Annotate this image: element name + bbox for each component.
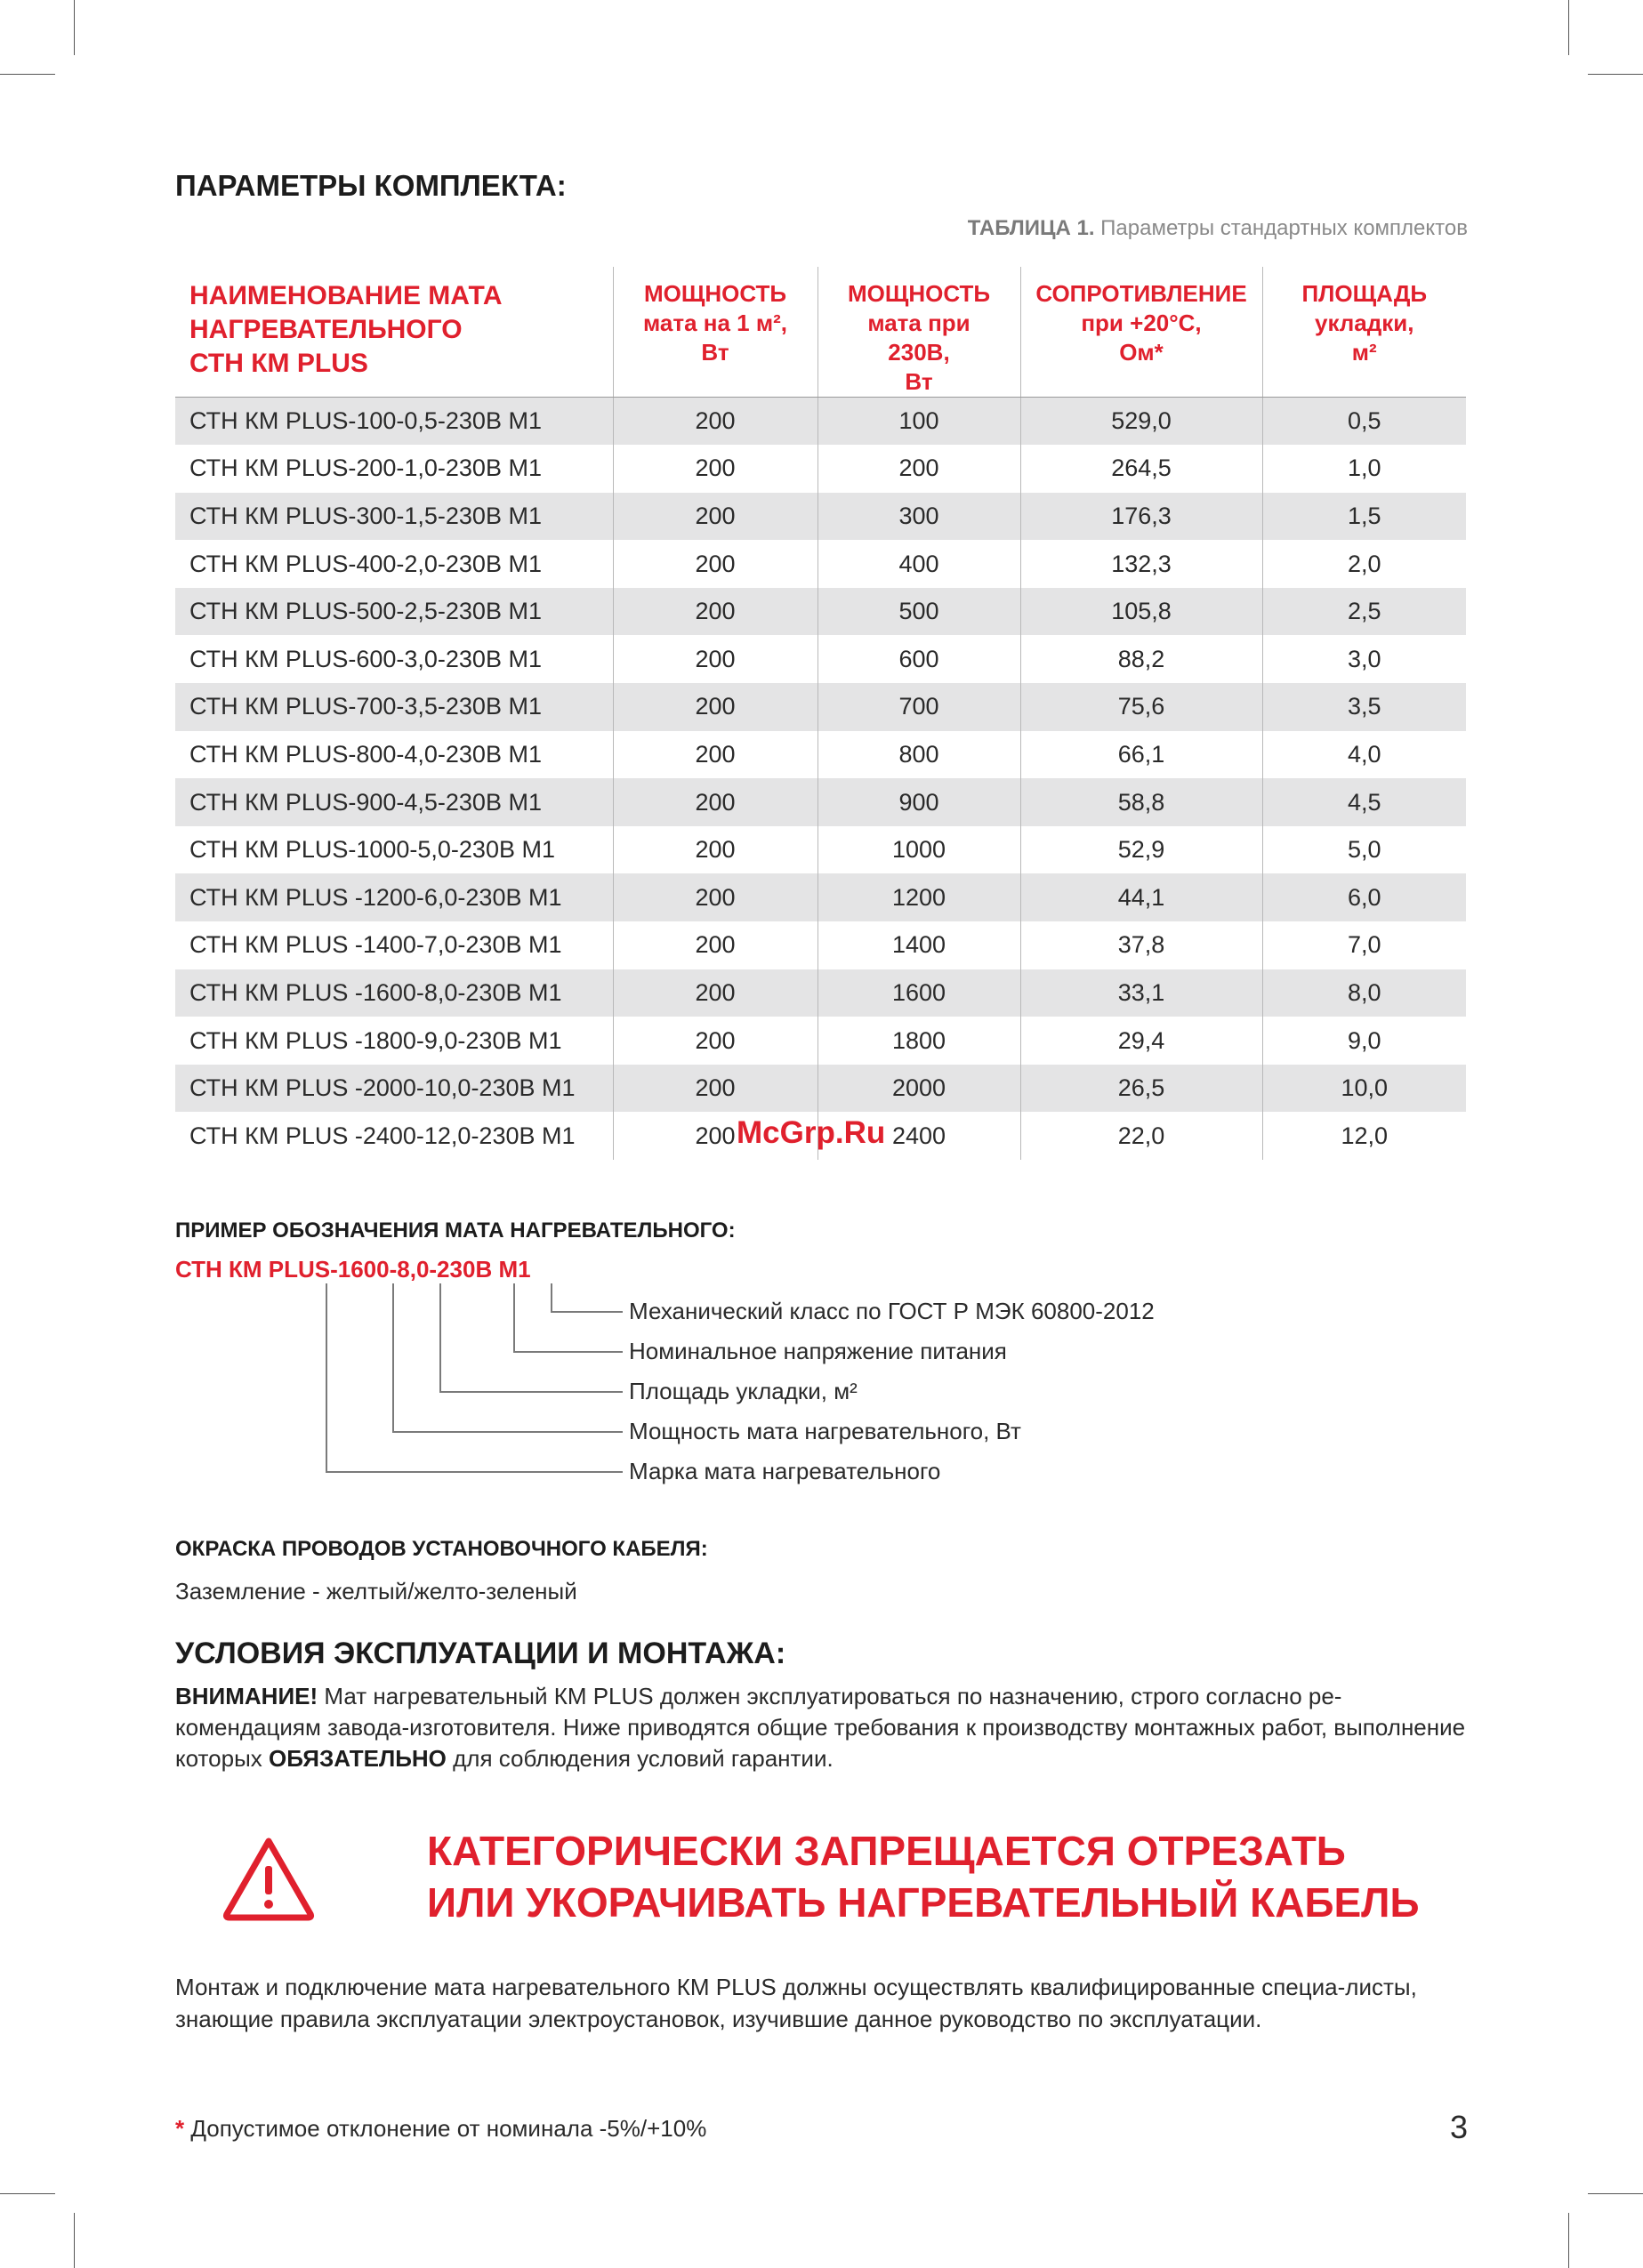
cell-resistance: 37,8 (1020, 921, 1262, 969)
cell-resistance: 58,8 (1020, 778, 1262, 826)
leader-line-power (393, 1283, 623, 1432)
table-caption-label: ТАБЛИЦА 1. (967, 216, 1095, 240)
cell-power-m2: 200 (613, 398, 817, 446)
cell-power: 300 (817, 493, 1020, 541)
cell-power: 1800 (817, 1017, 1020, 1065)
cell-resistance: 88,2 (1020, 635, 1262, 683)
wires-title: ОКРАСКА ПРОВОДОВ УСТАНОВОЧНОГО КАБЕЛЯ: (175, 1537, 708, 1561)
cell-power: 2000 (817, 1065, 1020, 1113)
cell-power-m2: 200 (613, 778, 817, 826)
cell-area: 7,0 (1262, 921, 1466, 969)
cell-name: СТН КМ PLUS-900-4,5-230В М1 (175, 778, 613, 826)
watermark: McGrp.Ru (737, 1115, 886, 1150)
cell-area: 5,0 (1262, 826, 1466, 874)
cell-area: 4,0 (1262, 731, 1466, 779)
wires-text: Заземление - желтый/желто-зеленый (175, 1578, 577, 1604)
cell-resistance: 176,3 (1020, 493, 1262, 541)
legend-item-voltage: Номинальное напряжение питания (629, 1338, 1007, 1364)
cell-area: 2,5 (1262, 588, 1466, 636)
cell-resistance: 22,0 (1020, 1112, 1262, 1160)
cell-power-m2: 200 (613, 826, 817, 874)
cell-name: СТН КМ PLUS-600-3,0-230В М1 (189, 645, 542, 672)
cell-resistance: 264,5 (1020, 445, 1262, 493)
cell-resistance: 529,0 (1020, 398, 1262, 446)
cell-area: 4,5 (1262, 778, 1466, 826)
cell-resistance: 29,4 (1020, 1017, 1262, 1065)
crop-mark (1568, 2213, 1569, 2268)
cell-area: 9,0 (1262, 1017, 1466, 1065)
cell-area: 3,0 (1262, 635, 1466, 683)
leader-line-area (440, 1283, 623, 1392)
example-title: ПРИМЕР ОБОЗНАЧЕНИЯ МАТА НАГРЕВАТЕЛЬНОГО: (175, 1218, 736, 1243)
footnote (175, 2115, 706, 2143)
cell-power-m2: 200 (613, 588, 817, 636)
cell-name: СТН КМ PLUS-500-2,5-230В М1 (175, 588, 613, 636)
header-power-m2: МОЩНОСТЬ мата на 1 м², Вт (613, 267, 817, 398)
leader-line-class (552, 1283, 623, 1312)
header-area: ПЛОЩАДЬ укладки, м² (1262, 267, 1466, 398)
crop-mark (74, 2213, 75, 2268)
cell-power-m2: 200 (613, 873, 817, 921)
cell-power: 1000 (817, 826, 1020, 874)
legend-item-area: Площадь укладки, м² (629, 1378, 858, 1404)
cell-name: СТН КМ PLUS -1400-7,0-230В М1 (189, 931, 562, 959)
cell-power: 400 (817, 540, 1020, 588)
cell-resistance: 26,5 (1020, 1065, 1262, 1113)
cell-resistance: 75,6 (1020, 683, 1262, 731)
cell-resistance: 66,1 (1020, 731, 1262, 779)
conditions-title: УСЛОВИЯ ЭКСПЛУАТАЦИИ И МОНТАЖА: (175, 1637, 786, 1670)
cell-power: 2400 (817, 1112, 1020, 1160)
cell-area: 12,0 (1262, 1112, 1466, 1160)
cell-name: СТН КМ PLUS-400-2,0-230В М1 (189, 550, 542, 577)
cell-name: СТН КМ PLUS-1000-5,0-230В М1 (189, 836, 555, 864)
cell-name: СТН КМ PLUS -2400-12,0-230В М1 (189, 1122, 576, 1149)
header-power-230: МОЩНОСТЬ мата при 230В, Вт (817, 267, 1020, 398)
table-caption-text: Параметры стандартных комплектов (1100, 216, 1468, 240)
cell-power: 800 (817, 731, 1020, 779)
cell-power: 100 (817, 398, 1020, 446)
warning-text (427, 1825, 1420, 1928)
header-resistance: СОПРОТИВЛЕНИЕ при +20°С, Ом* (1020, 267, 1262, 398)
install-paragraph: Монтаж и подключение мата нагревательного КМ PLUS должны осуществлять квалифицированные специа-листы, знающие правила эксплуатации электроустановок, изучившие данное руководство по эксплуатации. (175, 1974, 1417, 2032)
cell-name: СТН КМ PLUS -1600-8,0-230В М1 (175, 969, 613, 1017)
crop-mark (1588, 2193, 1643, 2194)
cell-power: 1600 (817, 969, 1020, 1017)
cell-resistance: 132,3 (1020, 540, 1262, 588)
crop-mark (0, 2193, 55, 2194)
footnote-star: * (175, 2115, 185, 2142)
cell-area: 0,5 (1262, 398, 1466, 446)
cell-name: СТН КМ PLUS -2000-10,0-230В М1 (175, 1065, 613, 1113)
legend-item-class: Механический класс по ГОСТ Р МЭК 60800-2012 (629, 1298, 1155, 1324)
cell-power: 1200 (817, 873, 1020, 921)
cell-area: 8,0 (1262, 969, 1466, 1017)
cell-power: 200 (817, 445, 1020, 493)
page-number: 3 (1449, 2109, 1468, 2145)
cell-power-m2: 200 (613, 969, 817, 1017)
footnote-text: Допустимое отклонение от номинала -5%/+10% (184, 2115, 707, 2142)
cell-power-m2: 200 (613, 493, 817, 541)
cell-name: СТН КМ PLUS-100-0,5-230В М1 (175, 398, 613, 446)
cell-power: 500 (817, 588, 1020, 636)
warning-line-1: КАТЕГОРИЧЕСКИ ЗАПРЕЩАЕТСЯ ОТРЕЗАТЬ (427, 1828, 1346, 1874)
example-code: СТН КМ PLUS-1600-8,0-230В М1 (175, 1256, 531, 1283)
mandatory-label: ОБЯЗАТЕЛЬНО (269, 1745, 447, 1772)
cell-area: 1,0 (1262, 445, 1466, 493)
warning-line-2: ИЛИ УКОРАЧИВАТЬ НАГРЕВАТЕЛЬНЫЙ КАБЕЛЬ (427, 1879, 1420, 1926)
cell-power-m2: 200 (613, 1017, 817, 1065)
cell-power-m2: 200 (613, 635, 817, 683)
cell-name: СТН КМ PLUS-800-4,0-230В М1 (189, 740, 542, 768)
cell-name: СТН КМ PLUS-700-3,5-230В М1 (175, 683, 613, 731)
cell-area: 1,5 (1262, 493, 1466, 541)
cell-name: СТН КМ PLUS -1800-9,0-230В М1 (189, 1026, 562, 1054)
cell-name: СТН КМ PLUS-200-1,0-230В М1 (189, 454, 542, 482)
cell-power-m2: 200 (613, 1112, 817, 1160)
leader-line-voltage (514, 1283, 623, 1352)
section-title-params: ПАРАМЕТРЫ КОМПЛЕКТА: (175, 169, 567, 202)
cell-power: 1400 (817, 921, 1020, 969)
cell-power: 600 (817, 635, 1020, 683)
cell-power-m2: 200 (613, 1065, 817, 1113)
attention-label: ВНИМАНИЕ! (175, 1683, 318, 1709)
cell-name: СТН КМ PLUS-300-1,5-230В М1 (175, 493, 613, 541)
cell-power-m2: 200 (613, 683, 817, 731)
warning-icon (220, 1834, 318, 1923)
cell-resistance: 33,1 (1020, 969, 1262, 1017)
cell-power-m2: 200 (613, 445, 817, 493)
cell-power-m2: 200 (613, 921, 817, 969)
legend-item-brand: Марка мата нагревательного (629, 1458, 941, 1484)
cell-area: 2,0 (1262, 540, 1466, 588)
header-name: НАИМЕНОВАНИЕ МАТА НАГРЕВАТЕЛЬНОГО СТН КМ PLUS (175, 267, 613, 398)
cell-area: 10,0 (1262, 1065, 1466, 1113)
cell-resistance: 105,8 (1020, 588, 1262, 636)
cell-power: 700 (817, 683, 1020, 731)
conditions-paragraph: ВНИМАНИЕ! Мат нагревательный КМ PLUS должен эксплуатироваться по назначению, строго согласно ре-комендациям завода-изготовителя. Ниже приводятся общие требования к производству монтажных работ, выполнение которых ОБЯЗАТЕЛЬНО для соблюдения условий гарантии. (175, 1683, 1466, 1772)
cell-resistance: 44,1 (1020, 873, 1262, 921)
cell-power-m2: 200 (613, 540, 817, 588)
legend-item-power: Мощность мата нагревательного, Вт (629, 1418, 1021, 1444)
cell-area: 3,5 (1262, 683, 1466, 731)
cell-resistance: 52,9 (1020, 826, 1262, 874)
cell-area: 6,0 (1262, 873, 1466, 921)
cell-power-m2: 200 (613, 731, 817, 779)
cell-power: 900 (817, 778, 1020, 826)
cell-name: СТН КМ PLUS -1200-6,0-230В М1 (175, 873, 613, 921)
